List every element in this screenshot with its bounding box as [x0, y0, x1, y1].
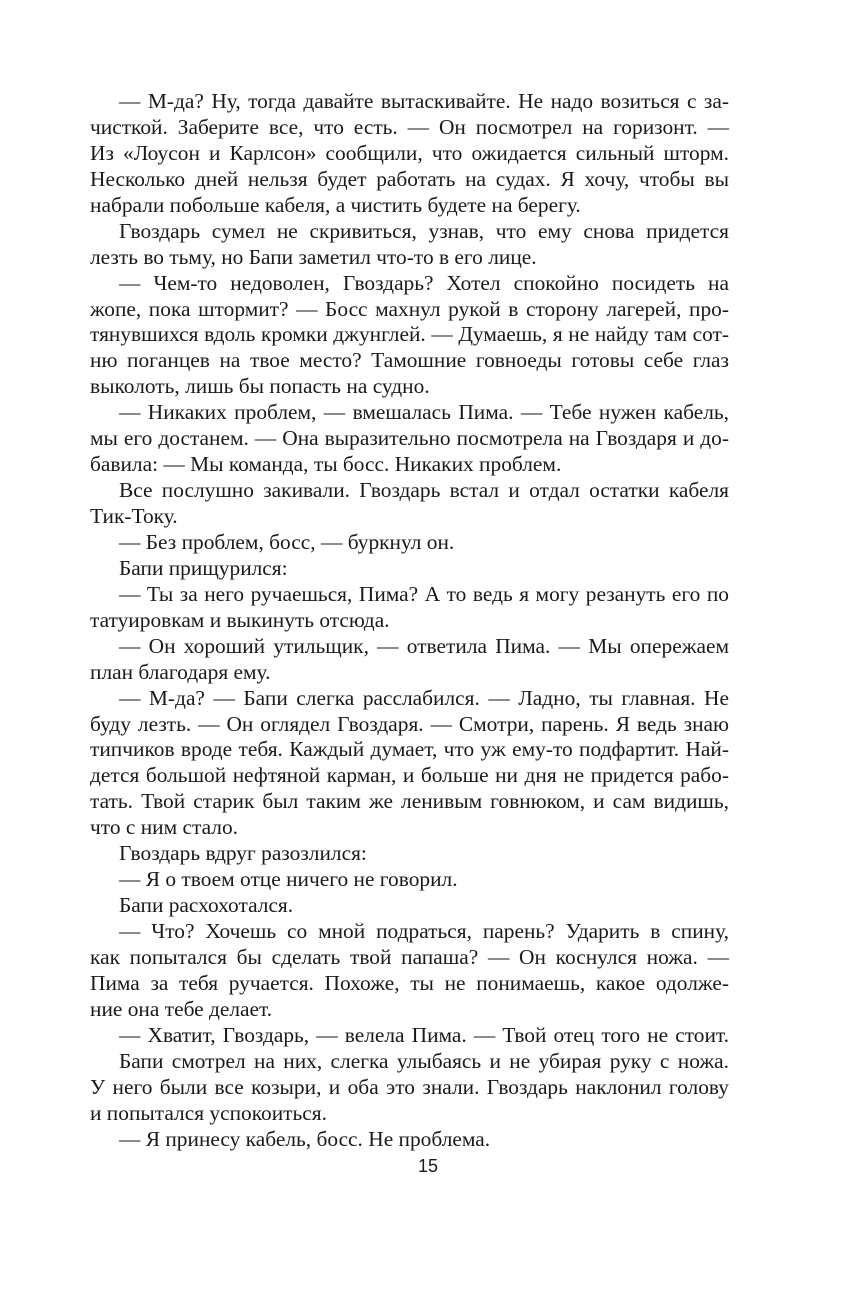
text-line: буду лезть. — Он оглядел Гвоздаря. — Смотри, парень. Я ведь знаю	[90, 711, 729, 736]
text-line: Гвоздарь сумел не скривиться, узнав, что ему снова придется	[119, 218, 729, 243]
text-line: — Чем-то недоволен, Гвоздарь? Хотел спокойно посидеть на	[119, 270, 729, 295]
text-line: татуировкам и выкинуть отсюда.	[90, 607, 390, 632]
text-line: план благодаря ему.	[90, 659, 271, 684]
text-line: — Я о твоем отце ничего не говорил.	[119, 867, 458, 892]
text-line: ню поганцев на твое место? Тамошние говноеды готовы себе глаз	[90, 348, 729, 373]
text-line: и попытался успокоиться.	[90, 1100, 327, 1125]
text-line: жопе, пока штормит? — Босс махнул рукой в сторону лагерей, про-	[90, 296, 729, 321]
text-line: дется большой нефтяной карман, и больше ни дня не придется рабо-	[90, 763, 729, 788]
text-line: как попытался бы сделать твой папаша? — Он коснулся ножа. —	[90, 944, 729, 969]
text-line: Из «Лоусон и Карлсон» сообщили, что ожидается сильный шторм.	[90, 140, 729, 165]
text-line: мы его достанем. — Она выразительно посмотрела на Гвоздаря и до-	[90, 426, 729, 451]
text-line: — М-да? — Бапи слегка расслабился. — Ладно, ты главная. Не	[119, 685, 729, 710]
text-line: лезть во тьму, но Бапи заметил что-то в его лице.	[90, 244, 537, 269]
text-line: ние она тебе делает.	[90, 996, 273, 1021]
text-line: — Что? Хочешь со мной подраться, парень? Ударить в спину,	[119, 919, 729, 943]
text-line: типчиков вроде тебя. Каждый думает, что уж ему-то подфартит. Най-	[90, 737, 729, 762]
text-line: Бапи расхохотался.	[119, 893, 294, 918]
text-line: Гвоздарь вдруг разозлился:	[119, 841, 367, 866]
text-line: Бапи прищурился:	[119, 555, 288, 580]
page-number: 15	[417, 1156, 439, 1176]
page-text	[90, 89, 729, 1152]
text-line: — Без проблем, босс, — буркнул он.	[119, 529, 455, 554]
text-line: — М-да? Ну, тогда давайте вытаскивайте. Не надо возиться с за-	[119, 89, 729, 113]
text-line: бавила: — Мы команда, ты босс. Никаких проблем.	[90, 452, 562, 477]
text-line: набрали побольше кабеля, а чистить будете на берегу.	[90, 192, 581, 217]
text-line: — Никаких проблем, — вмешалась Пима. — Тебе нужен кабель,	[119, 400, 729, 425]
text-line: чисткой. Заберите все, что есть. — Он посмотрел на горизонт. —	[90, 114, 729, 139]
text-line: тать. Твой старик был таким же ленивым говнюком, и сам видишь,	[90, 789, 729, 814]
text-line: Все послушно закивали. Гвоздарь встал и отдал остатки кабеля	[119, 478, 729, 503]
text-line: выколоть, лишь бы попасть на судно.	[90, 374, 430, 399]
text-line: Тик-Току.	[90, 504, 178, 528]
text-line: Несколько дней нельзя будет работать на судах. Я хочу, чтобы вы	[90, 166, 729, 191]
text-line: — Он хороший утильщик, — ответила Пима. — Мы опережаем	[119, 633, 729, 658]
text-line: тянувшихся вдоль кромки джунглей. — Думаешь, я не найду там сот-	[90, 322, 729, 347]
text-line: У него были все козыри, и оба это знали. Гвоздарь наклонил голову	[90, 1074, 729, 1099]
text-line: — Хватит, Гвоздарь, — велела Пима. — Твой отец того не стоит.	[119, 1022, 729, 1047]
text-line: — Ты за него ручаешься, Пима? А то ведь я могу резануть его по	[119, 581, 729, 606]
text-line: — Я принесу кабель, босс. Не проблема.	[119, 1126, 491, 1151]
text-line: Бапи смотрел на них, слегка улыбаясь и не убирая руку с ножа.	[119, 1048, 729, 1073]
text-line: Пима за тебя ручается. Похоже, ты не понимаешь, какое одолже-	[90, 970, 729, 995]
text-line: что с ним стало.	[90, 815, 238, 840]
